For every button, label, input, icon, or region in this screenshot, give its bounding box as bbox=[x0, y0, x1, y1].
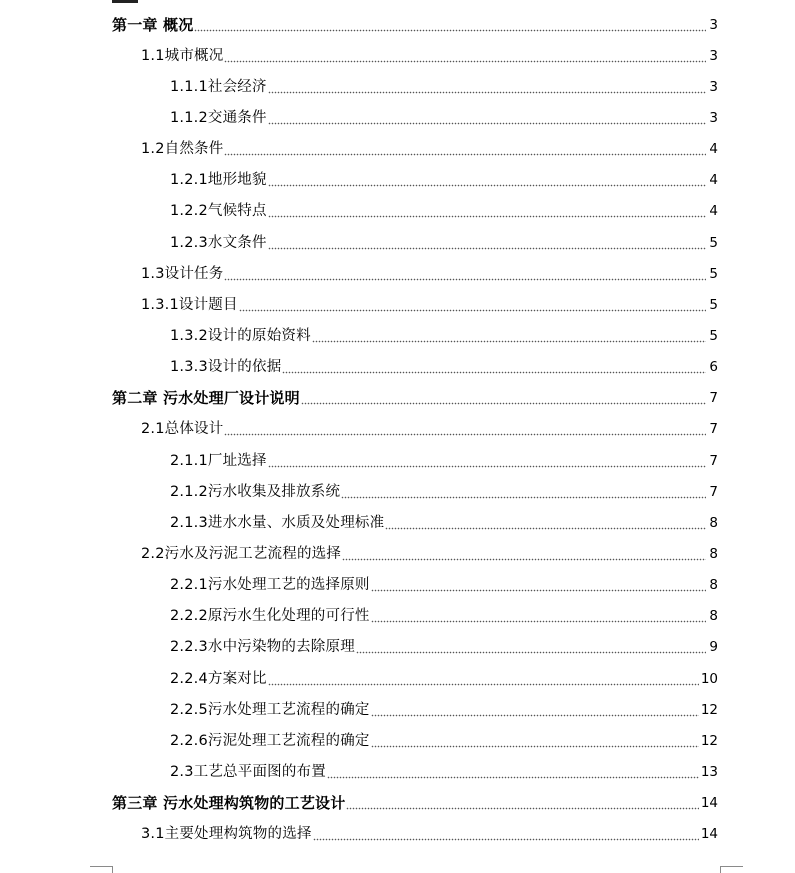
toc-entry[interactable] bbox=[0, 134, 795, 165]
toc-entry-page-number: 4 bbox=[709, 141, 718, 158]
toc-dot-leader bbox=[327, 763, 699, 781]
toc-entry-page-number: 8 bbox=[709, 608, 718, 625]
toc-entry-title: 第二章 污水处理厂设计说明 bbox=[112, 389, 300, 408]
toc-entry-page-number: 7 bbox=[709, 421, 718, 438]
toc-entry-title: 1.1.1社会经济 bbox=[170, 78, 267, 95]
toc-entry-title: 2.3工艺总平面图的布置 bbox=[170, 763, 326, 780]
toc-entry-page-number: 3 bbox=[709, 47, 718, 64]
toc-entry[interactable] bbox=[0, 601, 795, 632]
toc-entry-page-number: 7 bbox=[709, 452, 718, 469]
toc-entry-page-number: 12 bbox=[700, 701, 718, 718]
toc-entry-title: 2.2.1污水处理工艺的选择原则 bbox=[170, 577, 370, 594]
toc-entry[interactable] bbox=[0, 694, 795, 725]
toc-entry-page-number: 3 bbox=[709, 78, 718, 95]
cut-off-heading-fragment bbox=[112, 0, 138, 3]
toc-entry-title: 1.2.3水文条件 bbox=[170, 234, 267, 251]
toc-chapter-entry[interactable] bbox=[0, 788, 795, 819]
toc-entry-title: 2.2.3水中污染物的去除原理 bbox=[170, 639, 355, 656]
toc-entry-title: 2.2.2原污水生化处理的可行性 bbox=[170, 608, 370, 625]
toc-dot-leader bbox=[268, 171, 706, 189]
toc-dot-leader bbox=[282, 358, 706, 376]
toc-dot-leader bbox=[371, 701, 699, 719]
toc-entry-title: 1.2.2气候特点 bbox=[170, 203, 267, 220]
toc-entry[interactable] bbox=[0, 227, 795, 258]
toc-entry-title: 第三章 污水处理构筑物的工艺设计 bbox=[112, 794, 346, 813]
toc-entry[interactable] bbox=[0, 258, 795, 289]
toc-entry[interactable] bbox=[0, 819, 795, 850]
toc-dot-leader bbox=[239, 296, 706, 314]
toc-entry-page-number: 14 bbox=[700, 795, 718, 812]
toc-dot-leader bbox=[313, 825, 699, 843]
toc-entry-page-number: 3 bbox=[709, 109, 718, 126]
toc-entry-title: 3.1主要处理构筑物的选择 bbox=[141, 826, 312, 843]
toc-entry-title: 1.1.2交通条件 bbox=[170, 109, 267, 126]
toc-entry-page-number: 8 bbox=[709, 545, 718, 562]
toc-entry-page-number: 9 bbox=[709, 639, 718, 656]
toc-entry-page-number: 5 bbox=[709, 265, 718, 282]
toc-dot-leader bbox=[224, 47, 706, 65]
toc-entry-page-number: 8 bbox=[709, 577, 718, 594]
table-of-contents bbox=[0, 9, 795, 850]
toc-entry[interactable] bbox=[0, 507, 795, 538]
toc-dot-leader bbox=[301, 389, 706, 407]
toc-chapter-entry[interactable] bbox=[0, 9, 795, 40]
page-corner-mark-left bbox=[90, 866, 113, 873]
toc-entry-title: 1.3.1设计题目 bbox=[141, 296, 238, 313]
toc-entry-page-number: 7 bbox=[709, 390, 718, 407]
toc-dot-leader bbox=[268, 452, 706, 470]
toc-entry[interactable] bbox=[0, 663, 795, 694]
toc-entry-title: 2.2污水及污泥工艺流程的选择 bbox=[141, 545, 342, 562]
toc-dot-leader bbox=[371, 576, 706, 594]
toc-dot-leader bbox=[224, 420, 706, 438]
toc-entry[interactable] bbox=[0, 476, 795, 507]
toc-dot-leader bbox=[268, 109, 706, 127]
toc-dot-leader bbox=[356, 638, 706, 656]
toc-entry-title: 1.3.2设计的原始资料 bbox=[170, 327, 311, 344]
toc-entry[interactable] bbox=[0, 445, 795, 476]
toc-entry-title: 2.1.3进水水量、水质及处理标准 bbox=[170, 514, 385, 531]
toc-dot-leader bbox=[268, 78, 706, 96]
toc-entry[interactable] bbox=[0, 320, 795, 351]
toc-entry-title: 1.3.3设计的依据 bbox=[170, 359, 282, 376]
toc-entry-title: 第一章 概况 bbox=[112, 15, 194, 34]
toc-entry[interactable] bbox=[0, 725, 795, 756]
toc-entry-page-number: 4 bbox=[709, 203, 718, 220]
toc-entry[interactable] bbox=[0, 40, 795, 71]
toc-entry-page-number: 12 bbox=[700, 732, 718, 749]
toc-dot-leader bbox=[341, 483, 706, 501]
toc-dot-leader bbox=[224, 265, 706, 283]
toc-entry-title: 2.1.1厂址选择 bbox=[170, 452, 267, 469]
toc-dot-leader bbox=[371, 732, 699, 750]
toc-entry-page-number: 6 bbox=[709, 359, 718, 376]
toc-dot-leader bbox=[346, 794, 698, 812]
toc-entry[interactable] bbox=[0, 196, 795, 227]
toc-dot-leader bbox=[224, 140, 706, 158]
toc-entry[interactable] bbox=[0, 538, 795, 569]
toc-entry-title: 1.3设计任务 bbox=[141, 265, 224, 282]
toc-entry[interactable] bbox=[0, 289, 795, 320]
toc-dot-leader bbox=[342, 545, 706, 563]
toc-entry[interactable] bbox=[0, 570, 795, 601]
toc-entry-title: 2.1.2污水收集及排放系统 bbox=[170, 483, 341, 500]
toc-entry-title: 1.1城市概况 bbox=[141, 47, 224, 64]
toc-entry-page-number: 5 bbox=[709, 296, 718, 313]
toc-entry[interactable] bbox=[0, 71, 795, 102]
toc-entry-page-number: 7 bbox=[709, 483, 718, 500]
toc-entry-page-number: 3 bbox=[709, 16, 718, 33]
toc-entry-title: 2.2.5污水处理工艺流程的确定 bbox=[170, 701, 370, 718]
toc-entry-title: 2.2.4方案对比 bbox=[170, 670, 267, 687]
toc-dot-leader bbox=[194, 16, 706, 34]
toc-entry-page-number: 5 bbox=[709, 327, 718, 344]
toc-entry[interactable] bbox=[0, 352, 795, 383]
toc-entry-page-number: 14 bbox=[700, 826, 718, 843]
toc-entry-page-number: 13 bbox=[700, 763, 718, 780]
toc-entry-title: 2.2.6污泥处理工艺流程的确定 bbox=[170, 732, 370, 749]
toc-entry-page-number: 5 bbox=[709, 234, 718, 251]
toc-dot-leader bbox=[268, 202, 706, 220]
toc-entry[interactable] bbox=[0, 632, 795, 663]
toc-dot-leader bbox=[371, 607, 706, 625]
toc-entry[interactable] bbox=[0, 414, 795, 445]
toc-entry-page-number: 8 bbox=[709, 514, 718, 531]
toc-entry-title: 2.1总体设计 bbox=[141, 421, 224, 438]
toc-dot-leader bbox=[268, 670, 699, 688]
toc-entry[interactable] bbox=[0, 165, 795, 196]
toc-dot-leader bbox=[312, 327, 706, 345]
toc-entry[interactable] bbox=[0, 756, 795, 787]
toc-dot-leader bbox=[268, 234, 706, 252]
toc-chapter-entry[interactable] bbox=[0, 383, 795, 414]
toc-dot-leader bbox=[385, 514, 706, 532]
toc-entry-page-number: 4 bbox=[709, 172, 718, 189]
toc-entry[interactable] bbox=[0, 102, 795, 133]
toc-entry-page-number: 10 bbox=[700, 670, 718, 687]
toc-entry-title: 1.2.1地形地貌 bbox=[170, 172, 267, 189]
page-corner-mark-right bbox=[720, 866, 743, 873]
toc-entry-title: 1.2自然条件 bbox=[141, 141, 224, 158]
